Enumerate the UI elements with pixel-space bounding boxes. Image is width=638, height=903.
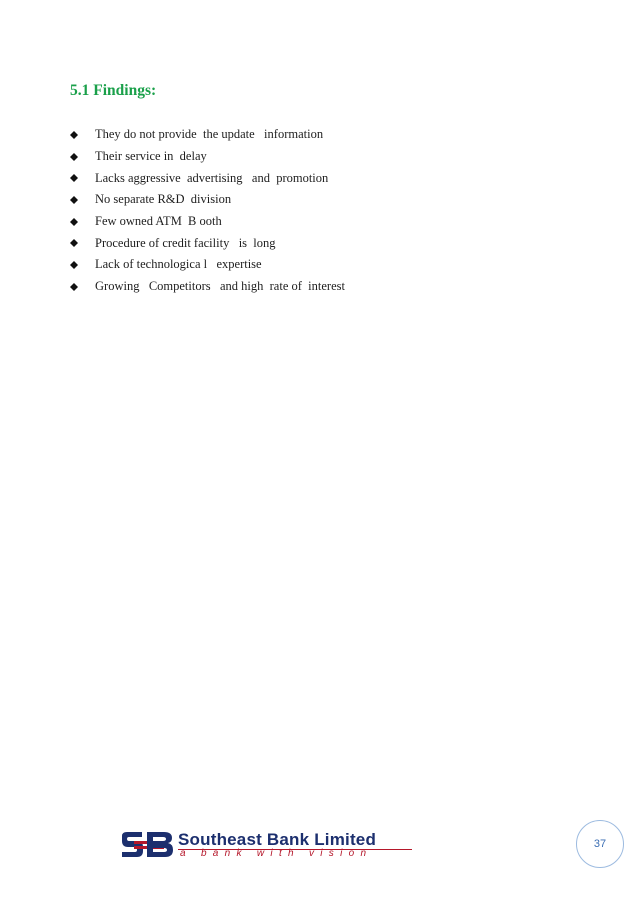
finding-text: They do not provide the update information — [95, 127, 324, 142]
diamond-bullet-icon — [70, 131, 95, 139]
list-item — [70, 167, 345, 189]
page-number-badge — [576, 820, 624, 868]
diamond-bullet-icon — [70, 261, 95, 269]
list-item — [70, 146, 345, 168]
page-number: 37 — [593, 838, 607, 850]
finding-text: Procedure of credit facility is long — [95, 235, 276, 250]
diamond-bullet-icon — [70, 218, 95, 226]
finding-text: Lacks aggressive advertising and promotion — [95, 170, 329, 185]
sb-monogram-icon — [120, 830, 176, 860]
diamond-bullet-icon — [70, 283, 95, 291]
findings-list — [70, 124, 345, 298]
diamond-bullet-icon — [70, 174, 95, 182]
diamond-bullet-icon — [70, 196, 95, 204]
diamond-bullet-icon — [70, 153, 95, 161]
finding-text: Growing Competitors and high rate of interest — [95, 279, 345, 294]
diamond-bullet-icon — [70, 239, 95, 247]
finding-text: Their service in delay — [95, 149, 207, 164]
list-item — [70, 124, 345, 146]
list-item — [70, 254, 345, 276]
finding-text: No separate R&D division — [95, 192, 232, 207]
list-item — [70, 211, 345, 233]
list-item — [70, 276, 345, 298]
finding-text: Lack of technologica l expertise — [95, 257, 262, 272]
southeast-bank-logo — [120, 830, 420, 860]
list-item — [70, 232, 345, 254]
section-heading: 5.1 Findings: — [70, 82, 157, 99]
logo-tagline: a bank with vision — [180, 848, 373, 859]
logo-name: Southeast Bank Limited — [178, 830, 377, 849]
finding-text: Few owned ATM B ooth — [95, 214, 222, 229]
list-item — [70, 189, 345, 211]
